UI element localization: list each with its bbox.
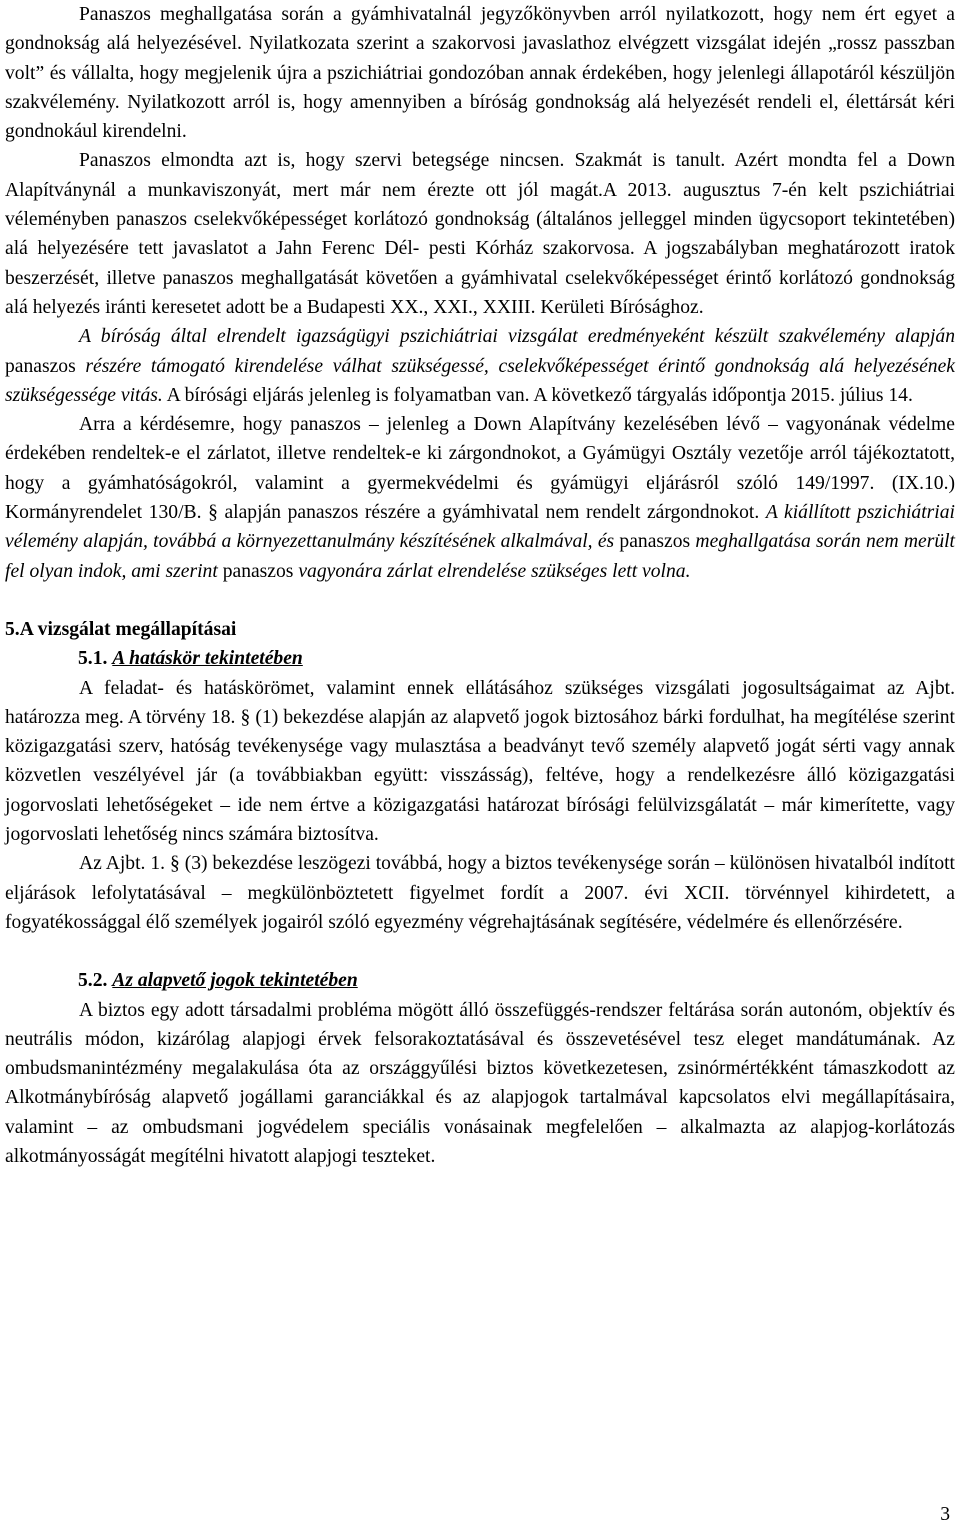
paragraph-court-opinion — [5, 322, 955, 410]
plain-text: panaszos — [217, 560, 299, 582]
plain-text: panaszos — [5, 355, 86, 377]
paragraph-hearing: Panaszos meghallgatása során a gyámhivatalnál jegyzőkönyvben arról nyilatkozott, hogy nem ért egyet a gondnokság alá helyezésével. Nyilatkozata szerint a szakorvosi javaslathoz elvégzett vizsgálat idején „rossz passzban volt” és vállalta, hogy megjelenik újra a pszichiátriai gondozóban annak érdekében, hogy jelenlegi állapotáról készüljön szakvélemény. Nyilatkozott arról is, hogy amennyiben a bíróság gondnokság alá helyezését rendeli el, élettársát kéri gondnokául kirendelni. — [5, 4, 955, 143]
italic-text: részére támogató kirendelése válhat szükségessé, cselekvőképességet érintő gondnokság alá helyezésének szükségessége vitás. — [5, 355, 955, 406]
page-number: 3 — [940, 1504, 950, 1525]
section-5-1-heading — [5, 644, 955, 673]
plain-text: panaszos — [614, 531, 696, 553]
italic-text: A kiállított pszichiátriai vélemény alapján, továbbá a környezettanulmány készítésének alkalmával, és — [5, 502, 955, 553]
italic-text: vagyonára zárlat elrendelése szükséges lett volna. — [298, 560, 691, 582]
section-number: 5.2. — [78, 970, 108, 992]
section-title: A hatáskör tekintetében — [112, 648, 303, 670]
italic-text: meghallgatása során nem merült fel olyan indok, ami szerint — [5, 531, 956, 582]
section-title: Az alapvető jogok tekintetében — [112, 970, 358, 992]
section-number: 5.1. — [78, 648, 108, 670]
italic-text: A bíróság által elrendelt igazságügyi pszichiátriai vizsgálat eredményeként készült szakvélemény alapján — [79, 326, 955, 348]
section-5-heading: 5.A vizsgálat megállapításai — [5, 618, 237, 640]
paragraph-statement: Panaszos elmondta azt is, hogy szervi betegsége nincsen. Szakmát is tanult. Azért mondta fel a Down Alapítványnál a munkaviszonyát, mert már nem érezte ott jól magát.A 2013. augusztus 7-én kelt pszichiátriai véleményben panaszos cselekvőképességet korlátozó gondnokság (általános jelleggel minden ügycsoport tekintetében) alá helyezésére tett javaslatot a Jahn Ferenc Dél- pesti Kórház szakorvosa. A jogszabályban meghatározott iratok beszerzését, illetve panaszos meghallgatását követően a gyámhivatal cselekvőképességet érintő korlátozó gondnokság alá helyezés iránti keresetet adott be a Budapesti XX., XXI., XXIII. Kerületi Bírósághoz. — [5, 150, 955, 318]
plain-text: Arra a kérdésemre, hogy panaszos – jelenleg a Down Alapítvány kezelésében lévő – vagyonának védelme érdekében rendeltek-e el zárlatot, illetve rendeltek-e ki zárgondnokot, a Gyámügyi Osztály vezetője arról tájékoztatott, hogy a gyámhatóságokról, valamint a gyermekvédelmi és gyámügyi eljárásról szóló 149/1997. (IX.10.) Kormányrendelet 130/B. § alapján panaszos részére a gyámhivatal nem rendelt zárgondnokot. — [5, 414, 955, 524]
document-page — [5, 0, 955, 1171]
paragraph-fundamental-rights: A biztos egy adott társadalmi probléma mögött álló összefüggés-rendszer feltárása során autonóm, objektív és neutrális módon, kizárólag alapjogi érvek felsorakoztatásával és összevetésével tesz eleget mandátumának. Az ombudsmanintézmény megalakulása óta az országgyűlési biztos következetesen, zsinórmértékként támaszkodott az Alkotmánybíróság alapvető jogállami garanciákkal és az alapjogok tartalmával kapcsolatos elvi megállapításaira, valamint – az ombudsmani jogvédelem speciális vonásainak megfelelően – alkalmazta az alapjog-korlátozás alkotmányosságát megítélni hivatott alapjogi teszteket. — [5, 999, 955, 1167]
paragraph-guardianship-office — [5, 410, 955, 586]
paragraph-competence: A feladat- és hatáskörömet, valamint ennek ellátásához szükséges vizsgálati jogosultságaimat az Ajbt. határozza meg. A törvény 18. § (1) bekezdése alapján az alapvető jogok biztosához bárki fordulhat, ha megítélése szerint közigazgatási szerv, hatóság tevékenysége vagy mulasztása a beadványt tevő személy alapvető jogát sérti vagy annak közvetlen veszélyével jár (a továbbiakban együtt: visszásság), feltéve, hogy a rendelkezésre álló közigazgatási jogorvoslati lehetőségeket – ide nem értve a közigazgatási határozat bírósági felülvizsgálatát – már kimerítette, vagy jogorvoslati lehetőség nincs számára biztosítva. — [5, 677, 955, 846]
plain-text: A bírósági eljárás jelenleg is folyamatban van. A következő tárgyalás időpontja 2015. július 14. — [162, 384, 913, 406]
paragraph-ajbt: Az Ajbt. 1. § (3) bekezdése leszögezi továbbá, hogy a biztos tevékenysége során – különösen hivatalból indított eljárások lefolytatásával – megkülönböztetett figyelmet fordít a 2007. évi XCII. törvénnyel kihirdetett, a fogyatékossággal élő személyek jogairól szóló egyezmény végrehajtásának segítésére, védelmére és ellenőrzésére. — [5, 853, 955, 933]
section-5-2-heading — [5, 966, 955, 995]
